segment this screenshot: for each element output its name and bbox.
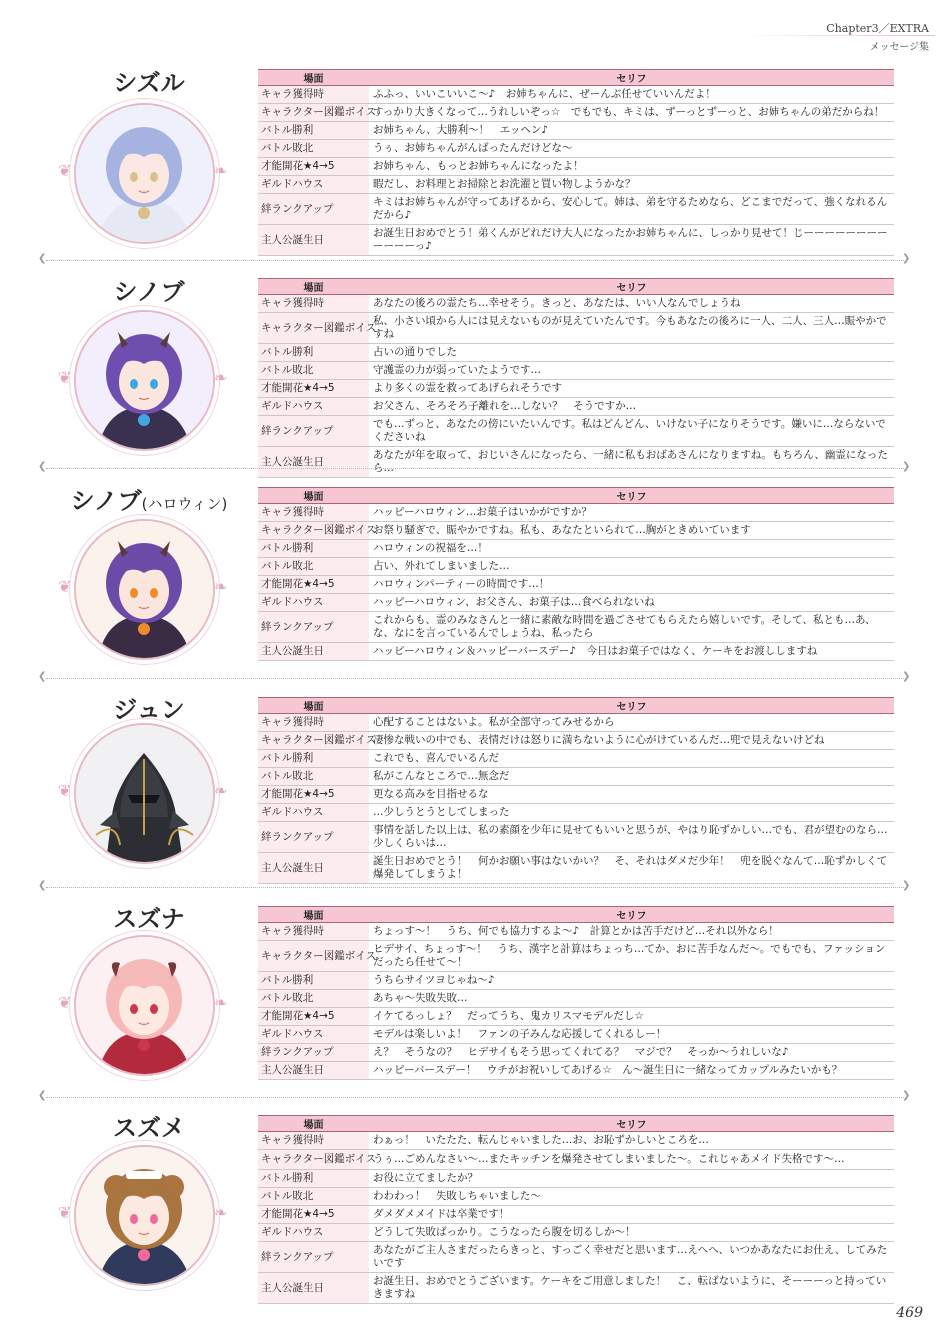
portrait-ornament-icon: ❦ [58,577,72,596]
character-illustration [76,105,213,242]
portrait-ornament-icon: ❧ [214,161,228,180]
character-name-text: シズル [113,69,185,97]
scene-cell: 才能開花★4→5 [258,576,369,594]
divider-ornament-icon: ❮ [38,461,47,472]
table-header-row [258,279,894,295]
scene-cell: バトル勝利 [258,122,369,140]
line-cell: お誕生日おめでとう！弟くんがどれだけ大人になったかお姉ちゃんに、しっかり見せて！じーーーーーーーーーーーーっ♪ [369,225,894,256]
character-name [44,481,254,516]
line-cell: え？ そうなの？ ヒデサイもそう思ってくれてる？ マジで？ そっか～うれしいな♪ [369,1044,894,1062]
line-cell: わわわっ！ 失敗しちゃいました～ [369,1188,894,1206]
line-cell: キミはお姉ちゃんが守ってあげるから、安心して。姉は、弟を守るためなら、どこまでだって、強くなれるんだから♪ [369,194,894,225]
table-header-row [258,1116,894,1132]
scene-cell: バトル勝利 [258,1170,369,1188]
line-cell: お誕生日、おめでとうございます。ケーキをご用意しました！ こ、転ばないように、そーーーっと持っていきますね [369,1273,894,1304]
line-cell: うぅ、お姉ちゃんがんばったんだけどな～ [369,140,894,158]
divider-ornament-icon: ❯ [902,461,911,472]
line-cell: 私、小さい頃から人には見えないものが見えていたんです。今もあなたの後ろに一人、二人、三人…賑やかですね [369,313,894,344]
scene-column-header: 場面 [258,279,369,295]
table-row [258,786,894,804]
scene-cell: 絆ランクアップ [258,612,369,643]
table-row [258,380,894,398]
character-name-suffix: (ハロウィン) [141,495,228,513]
character-portrait [74,103,215,244]
header-rule [740,35,935,36]
scene-cell: キャラ獲得時 [258,86,369,104]
divider-ornament-icon: ❯ [902,671,911,682]
scene-cell: バトル敗北 [258,140,369,158]
line-cell: ハッピーハロウィン…お菓子はいかがですか？ [369,504,894,522]
table-row [258,295,894,313]
scene-cell: 主人公誕生日 [258,1062,369,1080]
scene-cell: ギルドハウス [258,804,369,822]
divider-ornament-icon: ❮ [38,671,47,682]
table-row [258,1150,894,1170]
line-cell: あなたが年を取って、おじいさんになったら、一緒に私もおばあさんになりますね。もちろん、幽霊になったら… [369,447,894,478]
line-cell: より多くの霊を救ってあげられそうです [369,380,894,398]
line-column-header: セリフ [369,279,894,295]
character-portrait [74,723,215,864]
scene-cell: 主人公誕生日 [258,447,369,478]
table-row [258,176,894,194]
line-cell: ハロウィンパーティーの時間です…！ [369,576,894,594]
scene-cell: バトル敗北 [258,768,369,786]
table-row [258,923,894,941]
line-cell: 占いの通りでした [369,344,894,362]
line-cell: これでも、喜んでいるんだ [369,750,894,768]
table-row [258,1206,894,1224]
table-row [258,804,894,822]
line-cell: ハッピーハロウィン、お父さん、お菓子は…食べられないね [369,594,894,612]
table-row [258,594,894,612]
portrait-ornament-icon: ❦ [58,993,72,1012]
scene-cell: キャラクター図鑑ボイス [258,732,369,750]
table-header-row [258,70,894,86]
scene-cell: キャラクター図鑑ボイス [258,104,369,122]
table-row [258,822,894,853]
line-cell: ふふっ、いいこいいこ～♪ お姉ちゃんに、ぜーんぶ任せていいんだよ！ [369,86,894,104]
portrait-ornament-icon: ❦ [58,1203,72,1222]
table-row [258,1242,894,1273]
portrait-ornament-icon: ❧ [214,993,228,1012]
table-row [258,140,894,158]
table-row [258,447,894,478]
scene-column-header: 場面 [258,488,369,504]
scene-cell: バトル勝利 [258,750,369,768]
line-cell: わぁっ！ いたたた、転んじゃいました…お、お恥ずかしいところを… [369,1132,894,1150]
scene-cell: 主人公誕生日 [258,853,369,884]
section-divider [46,1097,904,1098]
character-name [44,899,254,934]
character-name [44,690,254,725]
portrait-ornament-icon: ❦ [58,781,72,800]
scene-cell: 才能開花★4→5 [258,1206,369,1224]
scene-cell: バトル敗北 [258,1188,369,1206]
character-name-text: シノブ [70,487,142,515]
portrait-ornament-icon: ❧ [214,368,228,387]
table-header-row [258,907,894,923]
table-row [258,1188,894,1206]
scene-cell: 才能開花★4→5 [258,1008,369,1026]
message-table [258,906,894,1080]
table-row [258,714,894,732]
line-column-header: セリフ [369,70,894,86]
line-cell: お姉ちゃん、大勝利～！ エッヘン♪ [369,122,894,140]
line-cell: 暇だし、お料理とお掃除とお洗濯と買い物しようかな？ [369,176,894,194]
divider-ornament-icon: ❯ [902,880,911,891]
line-cell: ダメダメメイドは卒業です！ [369,1206,894,1224]
line-cell: 占い、外れてしまいました… [369,558,894,576]
message-table [258,487,894,661]
portrait-ornament-icon: ❦ [58,161,72,180]
line-cell: 誕生日おめでとう！ 何かお願い事はないかい？ そ、それはダメだ少年！ 兜を脱ぐなんて…恥ずかしくて爆発してしまうよ！ [369,853,894,884]
line-cell: 凄惨な戦いの中でも、表情だけは怒りに満ちないように心がけているんだ…兜で見えないけどね [369,732,894,750]
table-row [258,1008,894,1026]
line-cell: モデルは楽しいよ！ ファンの子みんな応援してくれるしー！ [369,1026,894,1044]
section-divider [46,260,904,261]
line-cell: お父さん、そろそろ子離れを…しない？ そうですか… [369,398,894,416]
table-row [258,344,894,362]
character-name-text: スズメ [113,1114,185,1142]
line-cell: あなたがご主人さまだったらきっと、すっごく幸せだと思います…えへへ、いつかあなたにお仕え、してみたいです [369,1242,894,1273]
table-row [258,1132,894,1150]
table-row [258,522,894,540]
scene-column-header: 場面 [258,70,369,86]
divider-ornament-icon: ❯ [902,1090,911,1101]
table-row [258,1044,894,1062]
table-row [258,972,894,990]
scene-cell: キャラ獲得時 [258,295,369,313]
line-cell: イケてるっしょ？ だってうち、鬼カリスマモデルだし☆ [369,1008,894,1026]
character-name-text: シノブ [113,278,185,306]
table-row [258,1170,894,1188]
message-table [258,1115,894,1304]
scene-cell: ギルドハウス [258,398,369,416]
line-column-header: セリフ [369,1116,894,1132]
line-column-header: セリフ [369,488,894,504]
divider-ornament-icon: ❯ [902,253,911,264]
scene-cell: 主人公誕生日 [258,1273,369,1304]
scene-cell: 才能開花★4→5 [258,380,369,398]
line-cell: 守護霊の力が弱っていたようです… [369,362,894,380]
message-table [258,697,894,884]
section-divider [46,468,904,469]
scene-cell: 主人公誕生日 [258,225,369,256]
portrait-ornament-icon: ❧ [214,781,228,800]
portrait-ornament-icon: ❦ [58,368,72,387]
line-cell: お姉ちゃん、もっとお姉ちゃんになったよ！ [369,158,894,176]
character-name [44,272,254,307]
table-row [258,750,894,768]
scene-cell: 絆ランクアップ [258,194,369,225]
scene-cell: キャラクター図鑑ボイス [258,941,369,972]
scene-cell: キャラクター図鑑ボイス [258,313,369,344]
scene-cell: キャラクター図鑑ボイス [258,1150,369,1170]
line-cell: 私がこんなところで…無念だ [369,768,894,786]
chapter-subtitle: メッセージ集 [869,42,929,53]
character-name [44,1108,254,1143]
character-illustration [76,1147,213,1284]
chapter-label: Chapter3／EXTRA [826,22,929,35]
character-name [44,63,254,98]
table-row [258,1273,894,1304]
line-cell: ハロウィンの祝福を…！ [369,540,894,558]
line-cell: あなたの後ろの霊たち…幸せそう。きっと、あなたは、いい人なんでしょうね [369,295,894,313]
scene-cell: 主人公誕生日 [258,643,369,661]
section-divider [46,678,904,679]
table-row [258,313,894,344]
message-table [258,278,894,478]
scene-cell: バトル敗北 [258,990,369,1008]
scene-cell: 絆ランクアップ [258,822,369,853]
line-cell: 事情を話した以上は、私の素顔を少年に見せてもいいと思うが、やはり恥ずかしい…でも、君が望むのなら…少しくらいは… [369,822,894,853]
character-illustration [76,937,213,1074]
scene-cell: 才能開花★4→5 [258,158,369,176]
line-cell: あちゃ～失敗失敗… [369,990,894,1008]
table-row [258,612,894,643]
line-cell: これからも、霊のみなさんと一緒に素敵な時間を過ごさせてもらえたら嬉しいです。そして、私とも…あ、な、なにを言っているんでしょうね、私ったら [369,612,894,643]
character-illustration [76,725,213,862]
divider-ornament-icon: ❮ [38,880,47,891]
message-table [258,69,894,256]
scene-cell: 絆ランクアップ [258,1044,369,1062]
divider-ornament-icon: ❮ [38,1090,47,1101]
scene-cell: バトル勝利 [258,344,369,362]
table-row [258,158,894,176]
table-row [258,768,894,786]
table-row [258,398,894,416]
table-row [258,558,894,576]
table-row [258,104,894,122]
page-number: 469 [896,1305,923,1321]
character-name-text: スズナ [113,905,185,933]
line-cell: ハッピーバースデー！ ウチがお祝いしてあげる☆ ん～誕生日に一緒なってカップルみたいかも？ [369,1062,894,1080]
portrait-ornament-icon: ❧ [214,577,228,596]
line-cell: すっかり大きくなって…うれしいぞっ☆ でもでも、キミは、ずーっとずーっと、お姉ちゃんの弟だからね！ [369,104,894,122]
line-cell: 心配することはないよ。私が全部守ってみせるから [369,714,894,732]
table-header-row [258,698,894,714]
portrait-ornament-icon: ❧ [214,1203,228,1222]
scene-cell: バトル勝利 [258,540,369,558]
divider-ornament-icon: ❮ [38,253,47,264]
scene-cell: キャラ獲得時 [258,1132,369,1150]
page-header [826,20,929,53]
table-row [258,540,894,558]
character-portrait [74,310,215,451]
line-cell: うちらサイツヨじゃね～♪ [369,972,894,990]
table-row [258,732,894,750]
scene-cell: ギルドハウス [258,1026,369,1044]
scene-cell: キャラクター図鑑ボイス [258,522,369,540]
table-row [258,86,894,104]
table-row [258,576,894,594]
scene-column-header: 場面 [258,698,369,714]
table-row [258,1026,894,1044]
table-row [258,416,894,447]
table-row [258,1224,894,1242]
scene-cell: ギルドハウス [258,1224,369,1242]
line-cell: ハッピーハロウィン＆ハッピーバースデー♪ 今日はお菓子ではなく、ケーキをお渡ししますね [369,643,894,661]
scene-cell: 絆ランクアップ [258,1242,369,1273]
table-row [258,504,894,522]
scene-cell: キャラ獲得時 [258,504,369,522]
line-cell: …少しうとうとしてしまった [369,804,894,822]
scene-column-header: 場面 [258,907,369,923]
line-cell: お役に立てましたか？ [369,1170,894,1188]
table-row [258,643,894,661]
scene-cell: ギルドハウス [258,176,369,194]
line-cell: でも…ずっと、あなたの傍にいたいんです。私はどんどん、いけない子になりそうです。嫌いに…ならないでくださいね [369,416,894,447]
table-row [258,362,894,380]
scene-cell: バトル勝利 [258,972,369,990]
scene-cell: キャラ獲得時 [258,714,369,732]
table-row [258,1062,894,1080]
line-cell: どうして失敗ばっかり。こうなったら腹を切るしか～！ [369,1224,894,1242]
line-cell: ちょっす～！ うち、何でも協力するよ～♪ 計算とかは苦手だけど…それ以外なら！ [369,923,894,941]
table-row [258,194,894,225]
section-divider [46,887,904,888]
character-name-text: ジュン [113,696,185,724]
scene-cell: キャラ獲得時 [258,923,369,941]
table-row [258,122,894,140]
table-row [258,990,894,1008]
scene-cell: ギルドハウス [258,594,369,612]
scene-cell: 絆ランクアップ [258,416,369,447]
scene-cell: バトル敗北 [258,558,369,576]
table-row [258,225,894,256]
character-portrait [74,519,215,660]
scene-column-header: 場面 [258,1116,369,1132]
character-illustration [76,521,213,658]
line-cell: うぅ…ごめんなさい～…またキッチンを爆発させてしまいました～。これじゃあメイド失格です～… [369,1150,894,1170]
table-header-row [258,488,894,504]
character-portrait [74,935,215,1076]
scene-cell: 才能開花★4→5 [258,786,369,804]
character-portrait [74,1145,215,1286]
line-cell: ヒデサイ、ちょっす～！ うち、漢字と計算はちょっち…てか、おに苦手なんだ～。でもでも、ファッションだったら任せて～！ [369,941,894,972]
line-column-header: セリフ [369,907,894,923]
line-cell: お祭り騒ぎで、賑やかですね。私も、あなたといられて…胸がときめいています [369,522,894,540]
table-row [258,853,894,884]
table-row [258,941,894,972]
character-illustration [76,312,213,449]
line-column-header: セリフ [369,698,894,714]
scene-cell: バトル敗北 [258,362,369,380]
line-cell: 更なる高みを目指せるな [369,786,894,804]
